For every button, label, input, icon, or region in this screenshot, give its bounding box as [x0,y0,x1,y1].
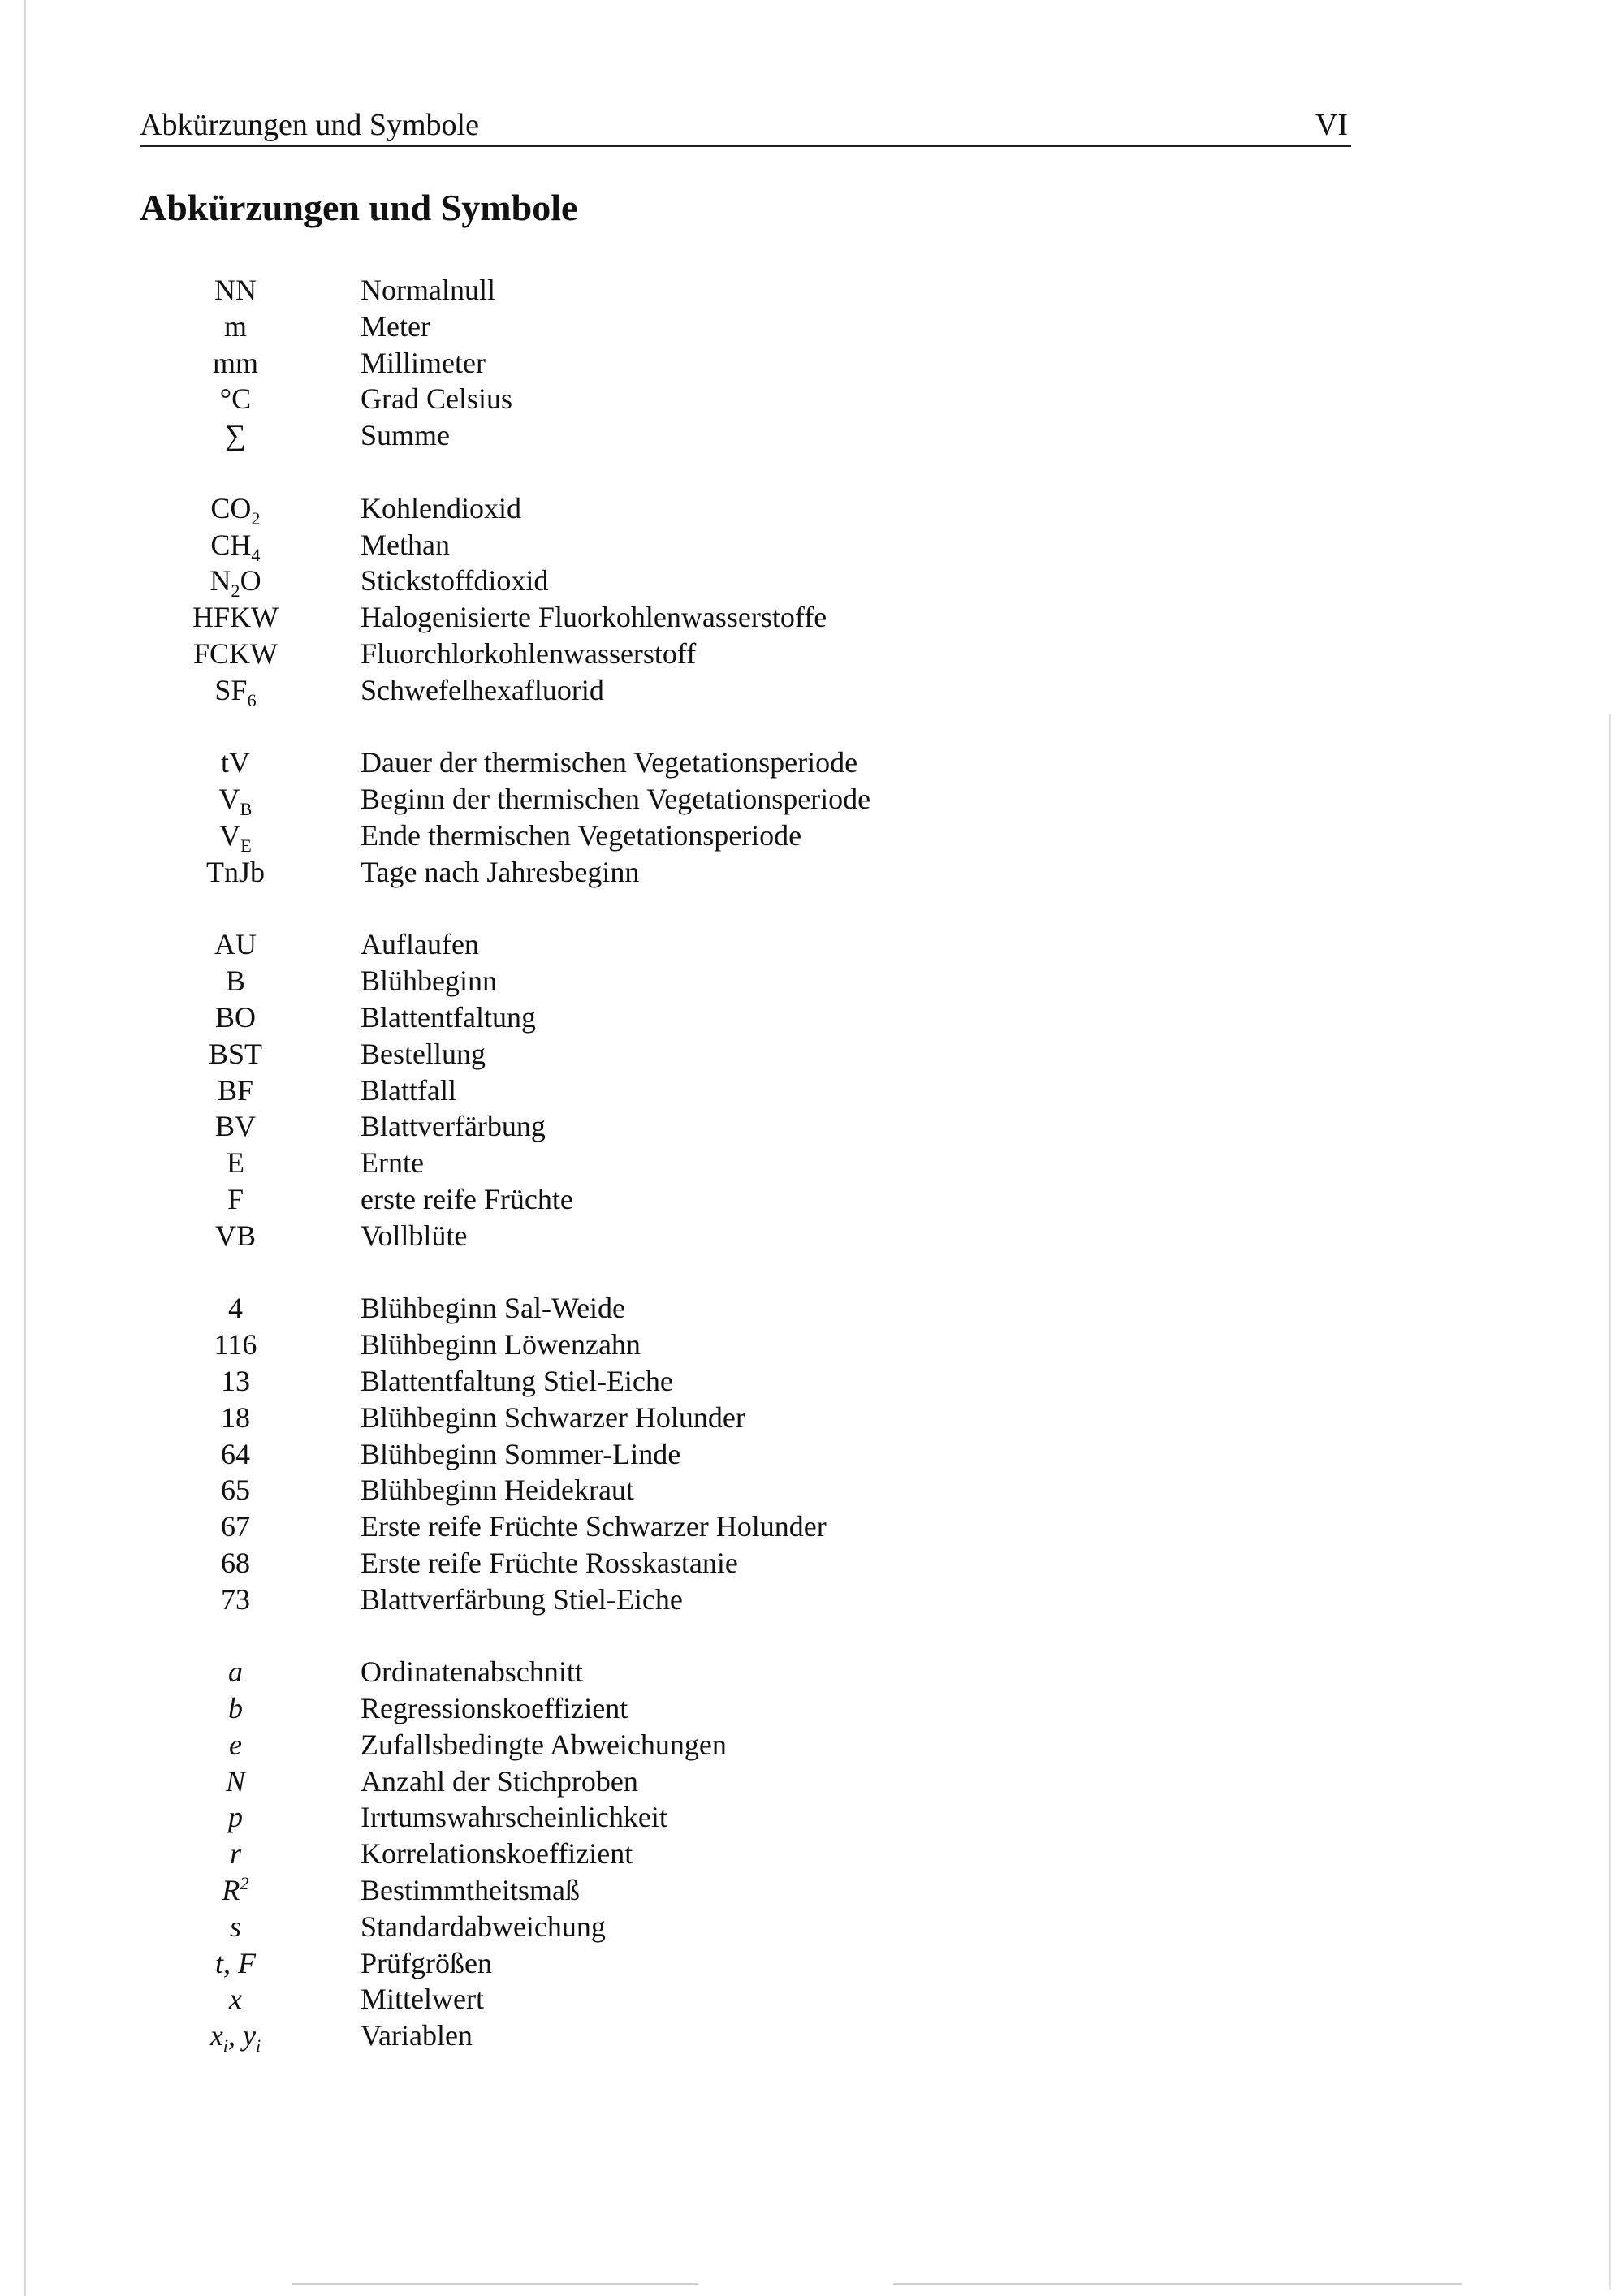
symbol-text: tV [221,746,250,779]
symbol-text: mm [212,346,258,379]
abbreviation-row [140,309,1358,345]
abbreviation-row [140,1799,1358,1836]
abbreviation-symbol [140,1508,331,1545]
symbol-text: B [225,965,245,998]
abbreviation-row [140,1290,1358,1327]
abbreviation-definition: Blattverfärbung Stiel-Eiche [361,1582,683,1616]
abbreviation-row [140,1218,1358,1254]
scan-edge-left [24,0,26,2296]
symbol-text: VB [214,1219,256,1252]
abbreviation-symbol [140,1400,331,1436]
abbreviation-symbol [140,1945,331,1982]
abbreviation-row [140,490,1358,527]
symbol-text: HFKW [192,601,279,634]
symbol-subscript: 2 [231,580,240,602]
abbreviation-symbol [140,1909,331,1945]
abbreviation-symbol [140,1981,331,2018]
abbreviation-symbol [140,1108,331,1145]
abbreviation-definition: Ordinatenabschnitt [361,1655,583,1689]
abbreviation-definition: Fluorchlorkohlenwasserstoff [361,637,697,670]
symbol-text: 67 [221,1510,250,1543]
abbreviation-row [140,1036,1358,1072]
running-header-title: Abkürzungen und Symbole [140,108,479,142]
abbreviation-definition: Tage nach Jahresbeginn [361,855,640,888]
abbreviation-symbol [140,1836,331,1872]
symbol-text: 64 [221,1437,250,1470]
symbol-text: CH [210,528,252,561]
symbol-text: BF [217,1073,254,1107]
abbreviation-row [140,1145,1358,1181]
abbreviation-definition: Zufallsbedingte Abweichungen [361,1728,727,1761]
abbreviation-symbol [140,1363,331,1400]
abbreviation-symbol [140,999,331,1036]
abbreviation-symbol [140,1690,331,1727]
abbreviation-symbol [140,1290,331,1327]
symbol-subscript: i [255,2035,261,2056]
symbol-text: 18 [221,1400,250,1434]
abbreviation-definition: Anzahl der Stichproben [361,1764,638,1798]
symbol-text: N [209,564,231,598]
abbreviation-definition: Korrelationskoeffizient [361,1837,633,1871]
abbreviation-symbol [140,490,331,527]
abbreviation-symbol [140,1436,331,1473]
abbreviation-definition: Erste reife Früchte Schwarzer Holunder [361,1510,827,1543]
abbreviation-row [140,672,1358,709]
abbreviation-definition: Bestellung [361,1037,486,1070]
abbreviation-definition: Grad Celsius [361,382,512,416]
abbreviation-row [140,1654,1358,1690]
scan-edge-bottom [292,2283,698,2285]
symbol-text: R [222,1874,240,1907]
symbol-text: AU [214,928,257,961]
abbreviation-definition: Stickstoffdioxid [361,564,549,598]
abbreviation-row [140,527,1358,563]
abbreviation-row [140,563,1358,602]
abbreviation-row [140,1909,1358,1945]
symbol-text: a [228,1655,243,1689]
abbreviation-definition: Schwefelhexafluorid [361,673,604,706]
abbreviation-row [140,1508,1358,1545]
abbreviation-row [140,963,1358,999]
symbol-text: V [218,783,240,816]
abbreviation-row [140,1108,1358,1145]
abbreviation-symbol [140,1072,331,1109]
abbreviation-row [140,1763,1358,1800]
abbreviation-symbol [140,1145,331,1181]
abbreviation-symbol [140,1872,331,1909]
abbreviation-symbol [140,963,331,999]
abbreviation-symbol [140,1218,331,1254]
abbreviation-row [140,1836,1358,1872]
symbol-text: E [227,1146,244,1180]
symbol-text: V [219,818,241,852]
abbreviation-symbol [140,345,331,382]
abbreviation-row [140,818,1358,857]
symbol-subscript: 2 [251,507,261,529]
scan-edge-bottom [893,2283,1462,2285]
abbreviation-symbol [140,599,331,636]
symbol-text: BO [214,1000,256,1034]
abbreviation-symbol [140,309,331,345]
abbreviation-definition: Blattentfaltung Stiel-Eiche [361,1364,673,1397]
abbreviation-symbol [140,1545,331,1582]
abbreviation-symbol [140,1763,331,1800]
abbreviation-row [140,1981,1358,2018]
abbreviation-symbol [140,563,331,602]
abbreviation-row [140,1363,1358,1400]
abbreviation-definition: Millimeter [361,346,486,379]
abbreviation-group [140,926,1358,1254]
symbol-subscript: E [240,835,252,857]
abbreviation-definition: Auflaufen [361,928,479,961]
abbreviation-row [140,1181,1358,1218]
abbreviation-definition: Irrtumswahrscheinlichkeit [361,1801,667,1834]
abbreviation-row [140,1545,1358,1582]
abbreviation-definition: Blattfall [361,1073,456,1107]
abbreviation-symbol [140,926,331,963]
symbol-text: N [225,1764,245,1798]
symbol-text: NN [214,274,257,306]
abbreviation-symbol [140,744,331,781]
symbol-text: m [223,309,247,343]
abbreviation-definition: Ernte [361,1146,424,1180]
abbreviation-definition: Kohlendioxid [361,491,521,524]
symbol-subscript: B [240,799,253,820]
abbreviation-row [140,1072,1358,1109]
symbol-text: e [229,1728,242,1761]
abbreviation-symbol [140,1654,331,1690]
abbreviation-symbol [140,527,331,563]
abbreviation-definition: erste reife Früchte [361,1182,573,1215]
abbreviation-group [140,490,1358,709]
abbreviation-row [140,381,1358,417]
abbreviation-symbol [140,818,331,857]
abbreviation-symbol [140,1036,331,1072]
abbreviation-definition: Normalnull [361,274,495,306]
symbol-superscript: 2 [240,1873,249,1894]
symbol-text: 73 [221,1582,250,1616]
abbreviation-definition: Ende thermischen Vegetationsperiode [361,818,802,852]
abbreviation-definition: Regressionskoeffizient [361,1692,628,1725]
abbreviation-row [140,272,1358,309]
abbreviation-definition: Halogenisierte Fluorkohlenwasserstoffe [361,601,827,634]
symbol-text: r [229,1837,241,1871]
symbol-subscript: 4 [251,544,261,565]
symbol-subscript: 6 [247,689,257,710]
abbreviation-definition: Blattverfärbung [361,1110,546,1143]
abbreviation-symbol [140,417,331,454]
abbreviation-row [140,1690,1358,1727]
symbol-text: s [229,1910,241,1943]
abbreviation-row [140,999,1358,1036]
abbreviation-definition: Vollblüte [361,1219,468,1252]
symbol-text: b [228,1692,243,1725]
symbol-text: 68 [221,1546,250,1579]
abbreviation-row [140,345,1358,382]
abbreviation-symbol [140,1472,331,1508]
abbreviation-row [140,1400,1358,1436]
abbreviation-definition: Prüfgrößen [361,1946,492,1979]
symbol-text: p [228,1801,243,1834]
abbreviation-row [140,1945,1358,1982]
abbreviation-row [140,417,1358,454]
symbol-text: 4 [228,1292,243,1325]
symbol-subscript: i [222,2035,228,2056]
abbreviation-definition: Beginn der thermischen Vegetationsperiode [361,783,871,816]
abbreviation-symbol [140,672,331,709]
running-header [140,106,1351,147]
abbreviation-symbol [140,1727,331,1763]
abbreviation-definition: Mittelwert [361,1983,484,2016]
abbreviation-row [140,1727,1358,1763]
symbol-text: °C [219,382,252,416]
scan-edge-right [1609,714,1611,2290]
abbreviation-definition: Blühbeginn Sal-Weide [361,1292,626,1325]
page-title: Abkürzungen und Symbole [140,187,578,228]
abbreviation-definition: Blühbeginn [361,965,497,998]
abbreviation-row [140,1582,1358,1618]
abbreviation-symbol [140,854,331,891]
abbreviation-symbol [140,1582,331,1618]
abbreviation-row [140,926,1358,963]
symbol-text: TnJb [206,855,265,888]
symbol-text: ∑ [225,419,246,452]
symbol-text: 116 [214,1328,257,1362]
abbreviation-row [140,781,1358,818]
symbol-text-after: , y [228,2019,256,2052]
abbreviation-group [140,1654,1358,2054]
abbreviation-symbol [140,272,331,309]
abbreviation-group [140,1290,1358,1617]
abbreviation-row [140,1327,1358,1363]
abbreviation-definition: Blühbeginn Löwenzahn [361,1328,641,1362]
abbreviation-definition: Methan [361,528,450,561]
abbreviation-row [140,599,1358,636]
abbreviation-row [140,1872,1358,1909]
abbreviation-symbol [140,1327,331,1363]
symbol-text: BV [214,1110,256,1143]
abbreviation-symbol [140,636,331,672]
abbreviation-group [140,272,1358,454]
symbol-text: CO [210,491,252,524]
abbreviation-row [140,1436,1358,1473]
abbreviation-definition: Blühbeginn Heidekraut [361,1474,634,1507]
symbol-text: F [227,1182,244,1215]
symbol-text: BST [208,1037,263,1070]
abbreviation-symbol [140,2018,331,2054]
abbreviation-definition: Blühbeginn Sommer-Linde [361,1437,681,1470]
abbreviation-definition: Summe [361,419,451,452]
abbreviation-definition: Variablen [361,2019,473,2052]
abbreviation-row [140,2018,1358,2054]
abbreviation-row [140,636,1358,672]
abbreviation-row [140,744,1358,781]
symbol-text: SF [214,673,248,706]
abbreviation-symbol [140,1181,331,1218]
abbreviation-row [140,1472,1358,1508]
abbreviation-definition: Meter [361,309,430,343]
symbol-text: x [209,2019,223,2052]
abbreviation-definition: Blühbeginn Schwarzer Holunder [361,1400,745,1434]
symbol-text: 13 [221,1364,250,1397]
abbreviation-definition: Dauer der thermischen Vegetationsperiode [361,746,858,779]
symbol-text: t, F [215,1946,256,1979]
abbreviation-row [140,854,1358,891]
abbreviation-list [140,272,1358,2091]
abbreviation-symbol [140,781,331,818]
abbreviation-symbol [140,1799,331,1836]
abbreviation-definition: Erste reife Früchte Rosskastanie [361,1546,738,1579]
symbol-text: FCKW [192,637,278,670]
abbreviation-definition: Standardabweichung [361,1910,606,1943]
abbreviation-group [140,744,1358,890]
symbol-text-after: O [240,564,261,598]
symbol-text: x [229,1983,242,2016]
abbreviation-symbol [140,381,331,417]
symbol-text: 65 [221,1474,250,1507]
abbreviation-definition: Blattentfaltung [361,1000,536,1034]
abbreviation-definition: Bestimmtheitsmaß [361,1874,580,1907]
page-number: VI [1315,108,1348,142]
